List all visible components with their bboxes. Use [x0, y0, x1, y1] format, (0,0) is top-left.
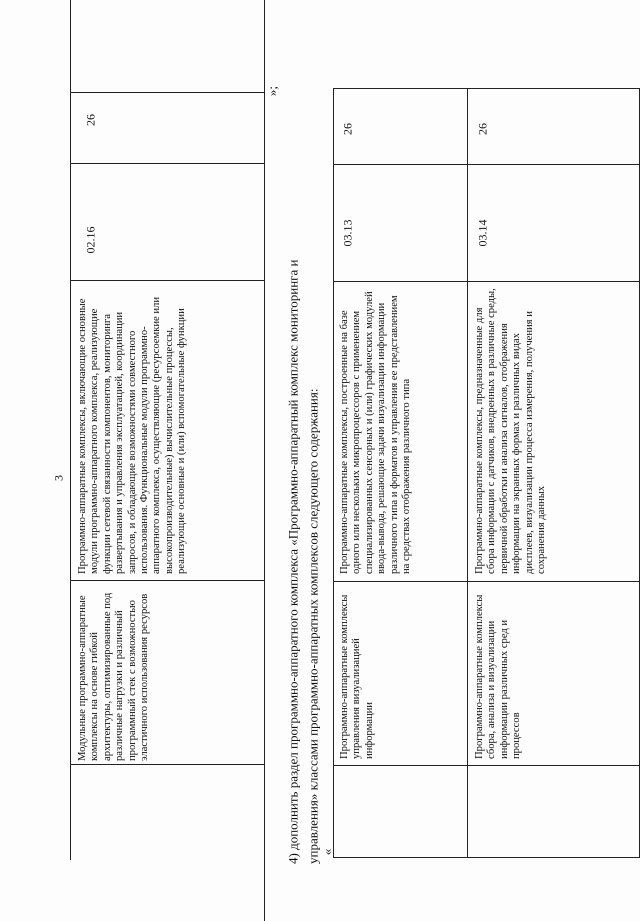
- table1-name-cell: Модульные программно-аппаратные комплексы на основе гибкой архитектуры, оптимизированные под различные нагрузки и различный программный стек с возможностью эластичного использования ресурсов: [70, 581, 265, 765]
- closing-mark: »;: [264, 85, 280, 97]
- paragraph-line-1: 4) дополнить раздел программно-аппаратного комплекса «Программно-аппаратный комплекс мониторинга и: [285, 259, 301, 864]
- page-number: 3: [51, 475, 66, 481]
- table2-row2-code: 03.14: [475, 219, 490, 247]
- table2-row2-description: Программно-аппаратные комплексы, предназначенные для сбора информации с датчиков, внедренных в различные среды, первичной обработки и анализа сигналов, отображения информации на экранных формах и различных видах дисплеев, визуализации процесса измерения, получения и сохранения данных: [474, 288, 548, 574]
- table1-description-cell: Программно-аппаратные комплексы, включающие основные модули программно-аппаратного комплекса, реализующие функции сетевой связанности компонентов, мониторинга развертывания и управления эксплуатацией, координации запросов, и обладающие возможностями совместного использования. Функциональные модули программно-аппаратного комплекса, осуществляющие (ресурсоемкие или высокопроизводительные) вычислительные процессы, реализующие основные и (или) вспомогательные функции: [70, 281, 265, 581]
- table2-row-2: [468, 88, 640, 858]
- table2-row1-score: 26: [340, 123, 355, 135]
- table2-row-1: [333, 88, 467, 858]
- open-quote: «: [319, 848, 335, 856]
- table1-frame: [70, 0, 265, 860]
- table2-row2-name: Программно-аппаратные комплексы сбора, анализа и визуализации информации различных сред и процессов: [474, 594, 523, 759]
- table2-row1-description: Программно-аппаратные комплексы, построенные на базе одного или нескольких микропроцессоров с применением специализированных сенсорных и (или) графических модулей ввода-вывода, решающие задачи визуализации информации различного типа и форматов и управления ее представлением на средствах отображения различного типа: [339, 291, 413, 574]
- table2-row1-code: 03.13: [340, 219, 355, 247]
- table2-row1-name: Программно-аппаратные комплексы управления визуализацией информации: [339, 594, 375, 759]
- table1-score-cell: 26: [70, 92, 265, 164]
- table2-row2-score: 26: [475, 123, 490, 135]
- table1-code-cell: 02.16: [70, 164, 265, 281]
- paragraph-line-2: управления» классами программно-аппаратных комплексов следующего содержания:: [305, 388, 321, 864]
